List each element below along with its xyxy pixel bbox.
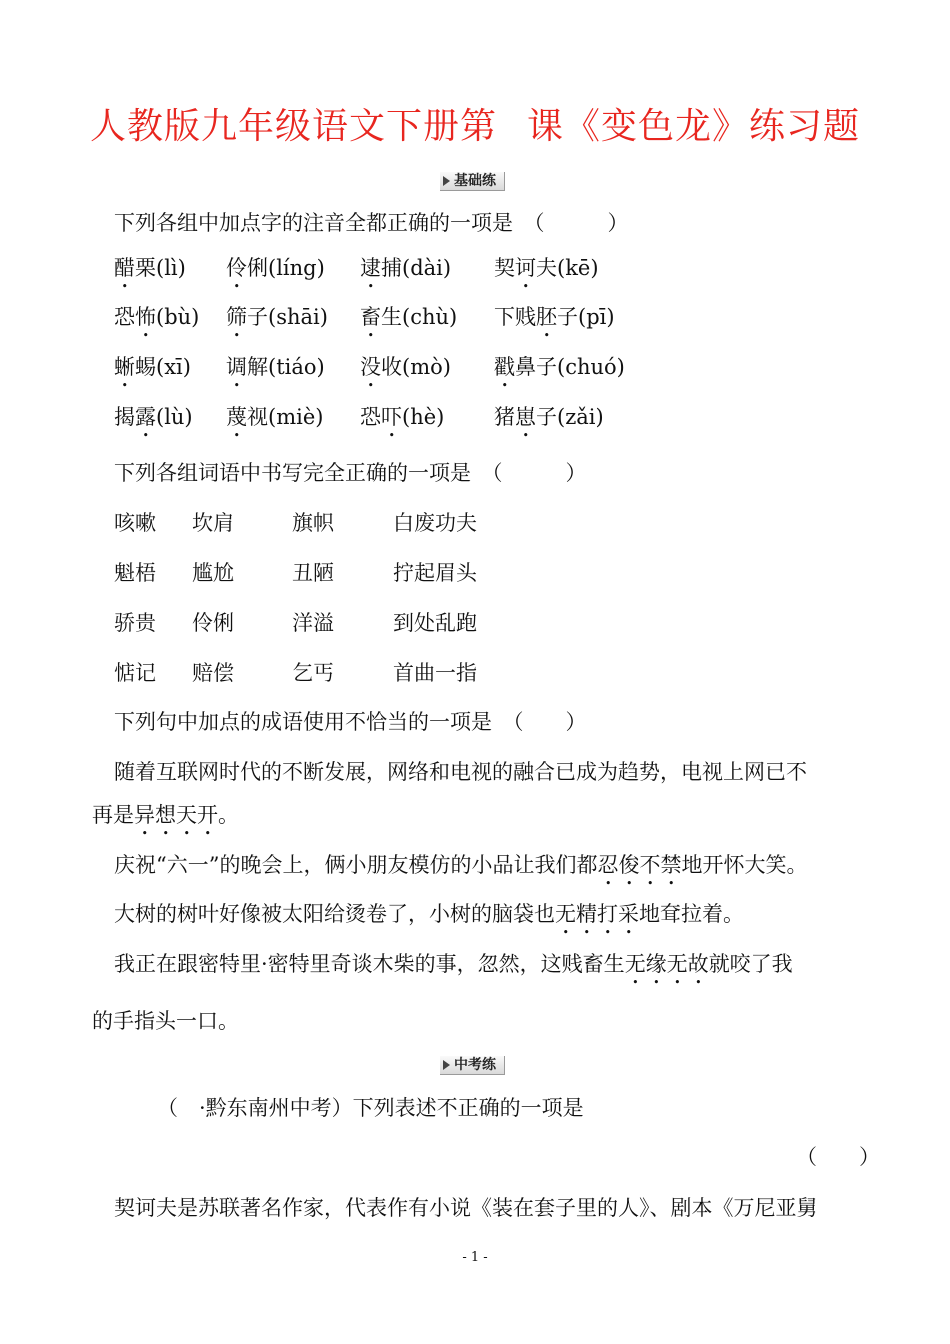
pinyin-option: 猪崽子(zǎi) bbox=[494, 405, 604, 429]
pinyin-option: 畜生(chù) bbox=[360, 305, 458, 329]
q4-answer-paren: （ ） bbox=[796, 1145, 880, 1169]
q3-option-d: 我正在跟密特里·密特里奇谈木柴的事，忽然，这贱畜生无缘无故就咬了我 bbox=[114, 952, 793, 976]
q3-option-b: 庆祝“六一”的晚会上，俩小朋友模仿的小品让我们都忍俊不禁地开怀大笑。 bbox=[114, 853, 808, 877]
word-item: 白废功夫 bbox=[393, 511, 477, 535]
pinyin-option: 恐吓(hè) bbox=[360, 405, 445, 429]
word-item: 拧起眉头 bbox=[393, 561, 477, 585]
word-item: 首曲一指 bbox=[393, 661, 477, 685]
pinyin-option: 蜥蜴(xī) bbox=[114, 355, 191, 379]
word-item: 乞丐 bbox=[292, 661, 334, 685]
q3-option-a-cont: 再是异想天开。 bbox=[92, 803, 239, 827]
triangle-icon bbox=[443, 1060, 450, 1070]
word-item: 魁梧 bbox=[114, 561, 156, 585]
q1-stem: 下列各组中加点字的注音全都正确的一项是 （ ） bbox=[114, 211, 629, 235]
section-banner-exam: 中考练 bbox=[440, 1056, 505, 1075]
pinyin-option: 契诃夫(kē) bbox=[494, 256, 599, 280]
word-item: 赔偿 bbox=[192, 661, 234, 685]
pinyin-option: 恐怖(bù) bbox=[114, 305, 200, 329]
q4-option-a: 契诃夫是苏联著名作家，代表作有小说《装在套子里的人》、剧本《万尼亚舅 bbox=[114, 1196, 818, 1220]
pinyin-option: 筛子(shāi) bbox=[226, 305, 328, 329]
word-item: 旗帜 bbox=[292, 511, 334, 535]
word-item: 咳嗽 bbox=[114, 511, 156, 535]
q3-option-a: 随着互联网时代的不断发展，网络和电视的融合已成为趋势，电视上网已不 bbox=[114, 760, 807, 784]
q3-option-c: 大树的树叶好像被太阳给烫卷了，小树的脑袋也无精打采地耷拉着。 bbox=[114, 902, 744, 926]
word-item: 伶俐 bbox=[192, 611, 234, 635]
word-item: 坎肩 bbox=[192, 511, 234, 535]
page-number: - 1 - bbox=[462, 1250, 488, 1265]
q3-stem: 下列句中加点的成语使用不恰当的一项是 （ ） bbox=[114, 710, 587, 734]
triangle-icon bbox=[443, 176, 450, 186]
word-item: 骄贵 bbox=[114, 611, 156, 635]
pinyin-option: 调解(tiáo) bbox=[226, 355, 325, 379]
q4-stem: （ ·黔东南州中考）下列表述不正确的一项是 bbox=[157, 1096, 584, 1120]
word-item: 尴尬 bbox=[192, 561, 234, 585]
word-item: 丑陋 bbox=[292, 561, 334, 585]
pinyin-option: 醋栗(lì) bbox=[114, 256, 186, 280]
word-item: 洋溢 bbox=[292, 611, 334, 635]
pinyin-option: 揭露(lù) bbox=[114, 405, 193, 429]
page-title: 人教版九年级语文下册第 课《变色龙》练习题 bbox=[89, 106, 861, 147]
pinyin-option: 蔑视(miè) bbox=[226, 405, 324, 429]
word-item: 到处乱跑 bbox=[393, 611, 477, 635]
pinyin-option: 下贱胚子(pī) bbox=[494, 305, 615, 329]
section-banner-basic: 基础练 bbox=[440, 172, 505, 191]
pinyin-option: 戳鼻子(chuó) bbox=[494, 355, 625, 379]
pinyin-option: 伶俐(líng) bbox=[226, 256, 325, 280]
word-item: 惦记 bbox=[114, 661, 156, 685]
q2-stem: 下列各组词语中书写完全正确的一项是 （ ） bbox=[114, 461, 587, 485]
pinyin-option: 没收(mò) bbox=[360, 355, 451, 379]
q3-option-d-cont: 的手指头一口。 bbox=[92, 1009, 239, 1033]
pinyin-option: 逮捕(dài) bbox=[360, 256, 452, 280]
